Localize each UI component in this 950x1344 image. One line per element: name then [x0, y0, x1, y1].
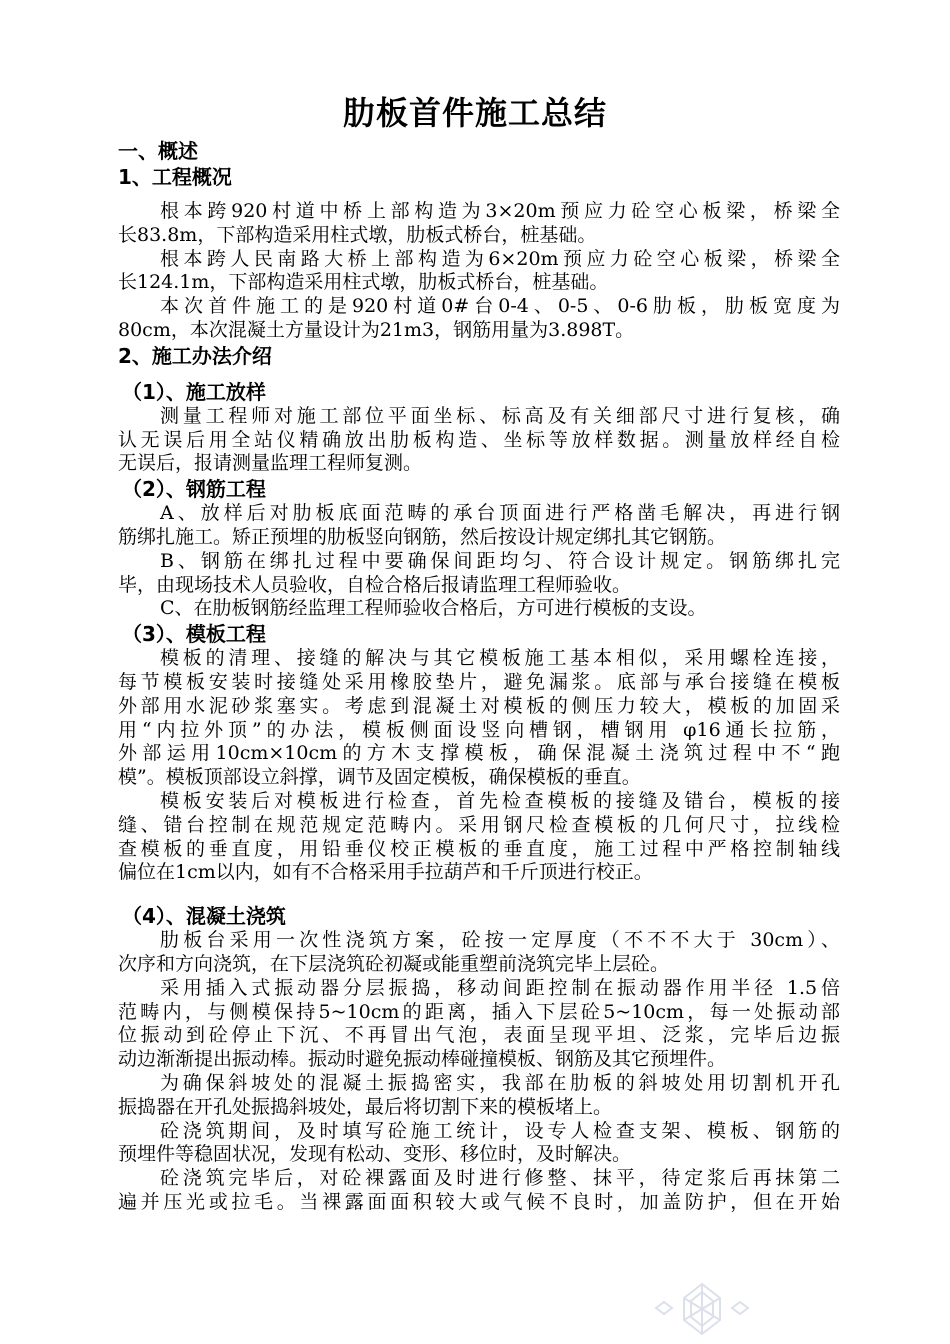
- paragraph-line: 为确保斜坡处的混凝土振捣密实，我部在肋板的斜坡处用切割机开孔: [160, 1071, 840, 1094]
- paragraph-line: 用“内拉外顶”的办法，模板侧面设竖向槽钢，槽钢用 φ16通长拉筋，: [118, 718, 840, 741]
- paragraph-line: A、放样后对肋板底面范畴的承台顶面进行严格凿毛解决，再进行钢: [160, 502, 840, 525]
- paragraph-line: 本次首件施工的是920村道0#台0-4、0-5、0-6肋板，肋板宽度为: [160, 295, 840, 318]
- paragraph-rebar-a: [118, 502, 840, 550]
- paragraph-line: 偏位在1cm以内，如有不合格采用手拉葫芦和千斤顶进行校正。: [118, 861, 653, 884]
- paragraph-line: 外部用水泥砂浆塞实。考虑到混凝土对模板的侧压力较大，模板的加固采: [118, 694, 840, 717]
- paragraph-line: 采用插入式振动器分层振捣，移动间距控制在振动器作用半径 1.5倍: [160, 976, 840, 999]
- spacer: [118, 190, 840, 200]
- paragraph-survey: [118, 405, 840, 476]
- paragraph-line: 缝、错台控制在规范规定范畴内。采用钢尺检查模板的几何尺寸，拉线检: [118, 813, 840, 836]
- paragraph-concrete-4: [118, 1120, 840, 1168]
- paragraph-first-construction: [118, 295, 840, 343]
- paragraph-line: 长83.8m，下部构造采用柱式墩，肋板式桥台，桩基础。: [118, 223, 597, 246]
- paragraph-line: 动边渐渐提出振动棒。振动时避免振动棒碰撞模板、钢筋及其它预埋件。: [118, 1048, 727, 1071]
- paragraph-concrete-3: [118, 1072, 840, 1120]
- paragraph-line: 根本跨人民南路大桥上部构造为6×20m预应力砼空心板梁，桥梁全: [160, 247, 840, 270]
- section-heading-overview: 一、概述: [118, 139, 198, 163]
- paragraph-line: 测量工程师对施工部位平面坐标、标高及有关细部尺寸进行复核，确: [160, 404, 840, 427]
- subsection-heading-rebar: （2）、钢筋工程: [122, 477, 266, 502]
- subsection-heading-layout: （1）、施工放样: [122, 379, 266, 404]
- paragraph-concrete-2: [118, 977, 840, 1072]
- document-body: [118, 138, 840, 1215]
- document-title: 肋板首件施工总结: [342, 94, 607, 132]
- paragraph-line: C、在肋板钢筋经监理工程师验收合格后，方可进行模板的支设。: [160, 597, 707, 620]
- paragraph-bridge-920: [118, 200, 840, 248]
- paragraph-line: 根本跨920村道中桥上部构造为3×20m预应力砼空心板梁，桥梁全: [160, 200, 840, 222]
- spacer: [118, 885, 840, 903]
- paragraph-line: 每节模板安装时接缝处采用橡胶垫片，避免漏浆。底部与承台接缝在模板: [118, 670, 840, 693]
- paragraph-rebar-c: [118, 597, 840, 621]
- subsection-heading-formwork: （3）、模板工程: [122, 622, 266, 647]
- section-heading-methods: 2、施工办法介绍: [118, 343, 272, 368]
- paragraph-line: 模板的清理、接缝的解决与其它模板施工基本相似，采用螺栓连接，: [160, 647, 840, 670]
- spacer: [118, 369, 840, 379]
- paragraph-line: 认无误后用全站仪精确放出肋板构造、坐标等放样数据。测量放样经自检: [118, 428, 840, 451]
- paragraph-concrete-1: [118, 929, 840, 977]
- paragraph-line: 毕，由现场技术人员验收，自检合格后报请监理工程师验收。: [118, 573, 632, 596]
- paragraph-line: 次序和方向浇筑，在下层浇筑砼初凝或能重塑前浇筑完毕上层砼。: [118, 952, 670, 975]
- paragraph-line: 肋板台采用一次性浇筑方案，砼按一定厚度（不不不大于 30cm）、: [160, 929, 840, 952]
- paragraph-line: 模”。模板顶部设立斜撑，调节及固定模板，确保模板的垂直。: [118, 766, 641, 789]
- subsection-heading-concrete: （4）、混凝土浇筑: [122, 904, 286, 929]
- paragraph-line: 80cm，本次混凝土方量设计为21m3，钢筋用量为3.898T。: [118, 318, 635, 341]
- paragraph-line: 遍并压光或拉毛。当裸露面面积较大或气候不良时，加盖防护，但在开始: [118, 1190, 840, 1213]
- paragraph-line: 模板安装后对模板进行检查，首先检查模板的接缝及错台，模板的接: [160, 789, 840, 812]
- paragraph-line: 无误后，报请测量监理工程师复测。: [118, 452, 423, 475]
- paragraph-formwork-2: [118, 790, 840, 885]
- paragraph-line: 筋绑扎施工。矫正预埋的肋板竖向钢筋，然后按设计规定绑扎其它钢筋。: [118, 525, 727, 548]
- paragraph-line: 砼浇筑完毕后，对砼裸露面及时进行修整、抹平，待定浆后再抹第二: [160, 1167, 840, 1190]
- watermark-logo-icon: [642, 1278, 762, 1344]
- paragraph-line: B、钢筋在绑扎过程中要确保间距均匀、符合设计规定。钢筋绑扎完: [160, 549, 840, 572]
- paragraph-line: 查模板的垂直度，用铅垂仪校正模板的垂直度，施工过程中严格控制轴线: [118, 837, 840, 860]
- paragraph-rebar-b: [118, 550, 840, 598]
- section-heading-project-overview: 1、工程概况: [118, 165, 232, 189]
- paragraph-concrete-5: [118, 1167, 840, 1215]
- paragraph-bridge-renmin: [118, 248, 840, 296]
- paragraph-line: 砼浇筑期间，及时填写砼施工统计，设专人检查支架、模板、钢筋的: [160, 1119, 840, 1142]
- paragraph-line: 长124.1m，下部构造采用柱式墩，肋板式桥台，桩基础。: [118, 271, 609, 294]
- paragraph-line: 位振动到砼停止下沉、不再冒出气泡，表面呈现平坦、泛浆，完毕后边振: [118, 1024, 840, 1047]
- paragraph-line: 范畴内，与侧模保持5~10cm的距离，插入下层砼5~10cm，每一处振动部: [118, 1000, 840, 1023]
- paragraph-line: 预埋件等稳固状况，发现有松动、变形、移位时，及时解决。: [118, 1143, 632, 1166]
- paragraph-formwork-1: [118, 647, 840, 790]
- paragraph-line: 振捣器在开孔处振捣斜坡处，最后将切割下来的模板堵上。: [118, 1095, 613, 1118]
- paragraph-line: 外部运用10cm×10cm的方木支撑模板，确保混凝土浇筑过程中不“跑: [118, 742, 840, 765]
